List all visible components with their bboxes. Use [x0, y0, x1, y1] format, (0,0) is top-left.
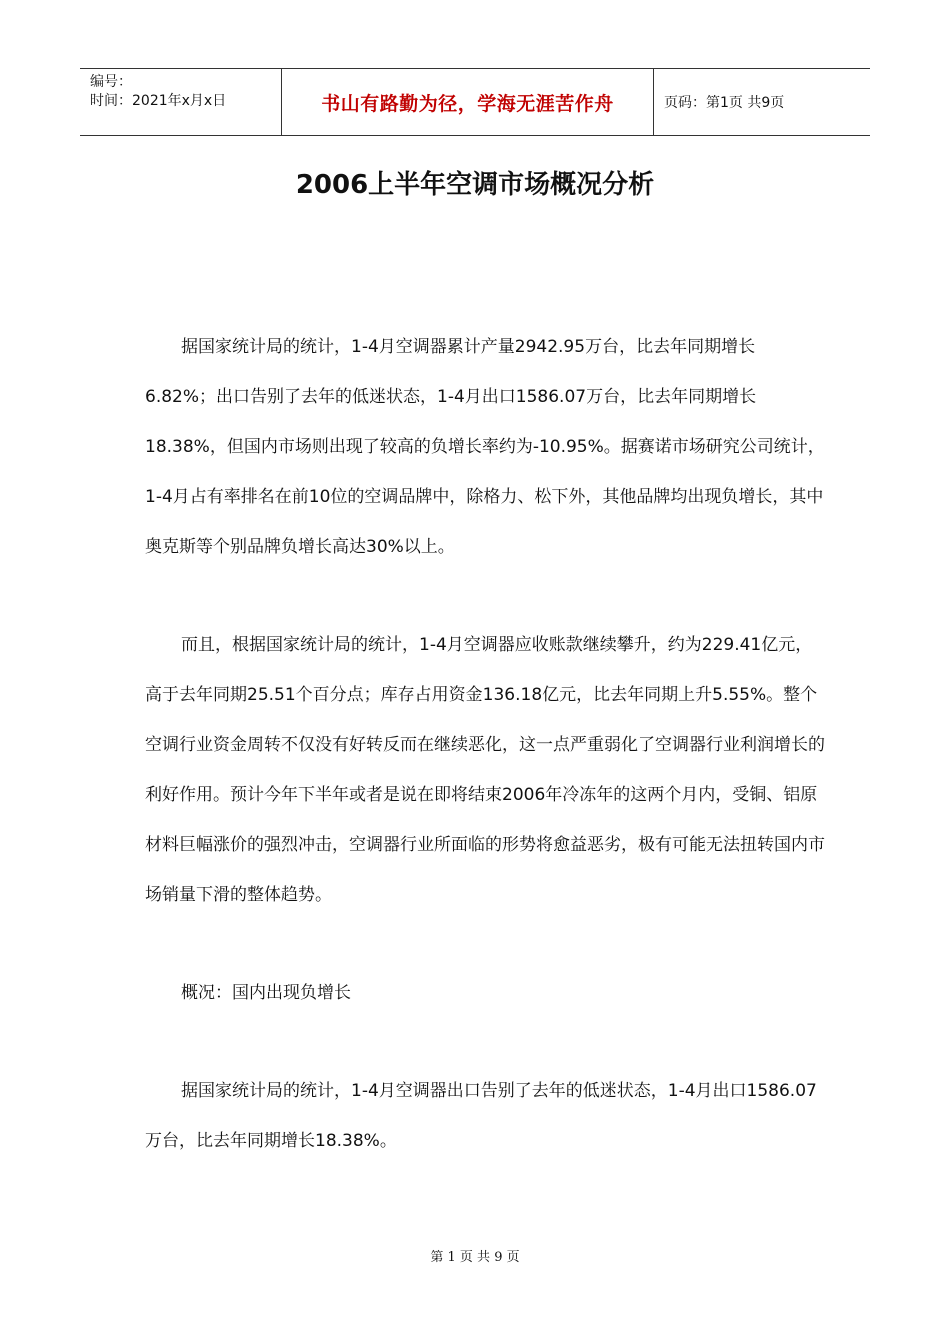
header-page-info: 页码：第1页 共9页: [664, 95, 785, 111]
header-motto: 书山有路勤为径，学海无涯苦作舟: [282, 69, 654, 135]
header-info-cell: [80, 69, 282, 135]
paragraph: 据国家统计局的统计，1-4月空调器累计产量2942.95万台，比去年同期增长6.82%；出口告别了去年的低迷状态，1-4月出口1586.07万台，比去年同期增长18.38%，但国内市场则出现了较高的负增长率约为-10.95%。据赛诺市场研究公司统计，1-4月占有率排名在前10位的空调品牌中，除格力、松下外，其他品牌均出现负增长，其中奥克斯等个别品牌负增长高达30%以上。: [145, 337, 825, 557]
document-header: [80, 68, 870, 136]
serial-label: 编号：: [90, 74, 132, 90]
time-label: 时间：2021年x月x日: [90, 93, 227, 109]
document-body: [145, 322, 825, 1166]
paragraph: 而且，根据国家统计局的统计，1-4月空调器应收账款继续攀升，约为229.41亿元，高于去年同期25.51个百分点；库存占用资金136.18亿元，比去年同期上升5.55%。整个空调行业资金周转不仅没有好转反而在继续恶化，这一点严重弱化了空调器行业利润增长的利好作用。预计今年下半年或者是说在即将结束2006年冷冻年的这两个月内，受铜、铝原材料巨幅涨价的强烈冲击，空调器行业所面临的形势将愈益恶劣，极有可能无法扭转国内市场销量下滑的整体趋势。: [145, 635, 825, 905]
section-heading: 概况：国内出现负增长: [181, 983, 351, 1003]
document-title: 2006上半年空调市场概况分析: [295, 170, 655, 200]
page-footer: 第 1 页 共 9 页: [430, 1250, 520, 1265]
paragraph: 据国家统计局的统计，1-4月空调器出口告别了去年的低迷状态，1-4月出口1586.07万台，比去年同期增长18.38%。: [145, 1081, 817, 1151]
